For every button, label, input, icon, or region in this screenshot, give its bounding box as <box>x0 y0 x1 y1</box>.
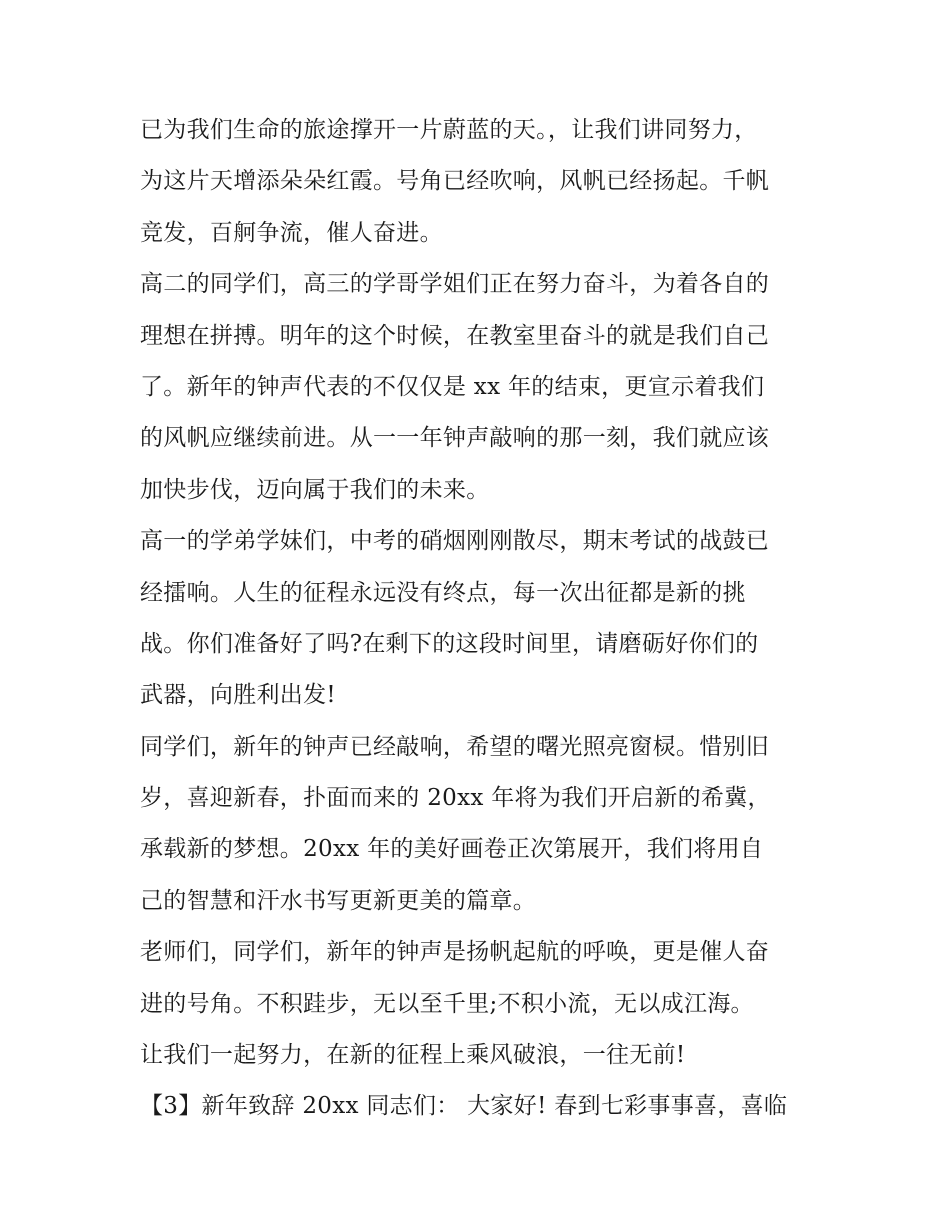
text-line: 己的智慧和汗水书写更新更美的篇章。 <box>140 887 537 914</box>
document-body <box>140 105 820 1133</box>
text-line: 进的号角。不积跬步，无以至千里;不积小流，无以成江海。 <box>140 990 754 1017</box>
text-line: 武器，向胜利出发! <box>140 682 336 709</box>
text-line: 高一的学弟学妹们，中考的硝烟刚刚散尽，期末考试的战鼓已 <box>140 528 770 555</box>
text-line: 战。你们准备好了吗?在剩下的这段时间里，请磨砺好你们的 <box>140 630 759 657</box>
text-line: 加快步伐，迈向属于我们的未来。 <box>140 476 490 503</box>
text-line: 【3】新年致辞 20xx 同志们： 大家好! 春到七彩事事喜，喜临 <box>140 1093 788 1120</box>
text-line: 老师们，同学们，新年的钟声是扬帆起航的呼唤，更是催人奋 <box>140 939 770 966</box>
text-line: 岁，喜迎新春，扑面而来的 20xx 年将为我们开启新的希冀， <box>140 785 771 812</box>
text-line: 经擂响。人生的征程永远没有终点，每一次出征都是新的挑 <box>140 579 746 606</box>
text-line: 竞发，百舸争流，催人奋进。 <box>140 219 443 246</box>
text-line: 为这片天增添朵朵红霞。号角已经吹响，风帆已经扬起。千帆 <box>140 168 770 195</box>
text-line: 了。新年的钟声代表的不仅仅是 xx 年的结束，更宣示着我们 <box>140 373 765 400</box>
text-line: 高二的同学们，高三的学哥学姐们正在努力奋斗，为着各自的 <box>140 271 770 298</box>
text-line: 同学们，新年的钟声已经敲响，希望的曙光照亮窗棂。惜别旧 <box>140 733 770 760</box>
text-line: 的风帆应继续前进。从一一年钟声敲响的那一刻，我们就应该 <box>140 425 770 452</box>
text-line: 让我们一起努力，在新的征程上乘风破浪，一往无前! <box>140 1042 686 1069</box>
text-line: 承载新的梦想。20xx 年的美好画卷正次第展开，我们将用自 <box>140 836 764 863</box>
text-line: 已为我们生命的旅途撑开一片蔚蓝的天。，让我们讲同努力， <box>140 117 758 143</box>
text-line: 理想在拼搏。明年的这个时候，在教室里奋斗的就是我们自己 <box>140 322 770 349</box>
